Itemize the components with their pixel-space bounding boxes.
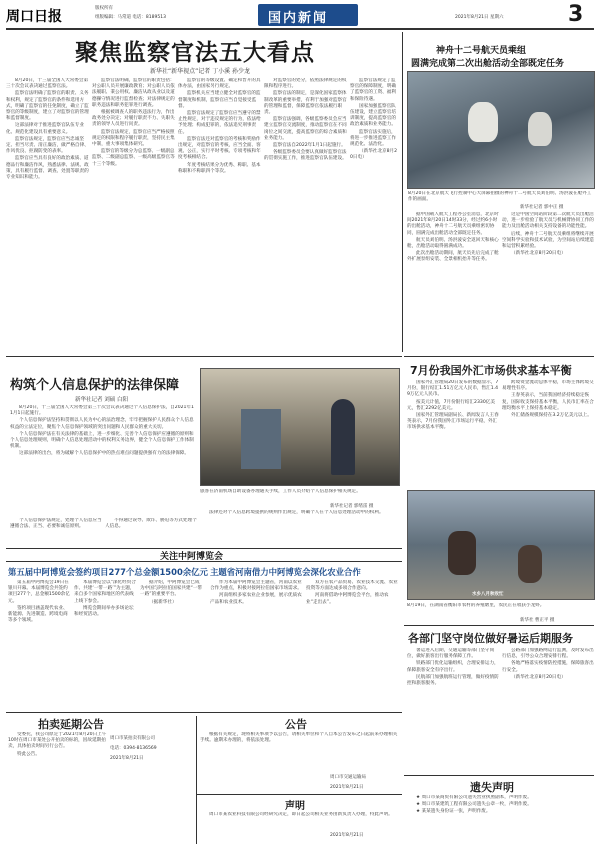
zhongbo-col1-headline: 第五届中阿博览会签约项目277个总金额1500余亿元 xyxy=(8,567,208,577)
auction-headline: 拍卖延期公告 xyxy=(38,718,104,731)
privacy-credit: 新华社记者 郭绪雷 摄 xyxy=(330,504,374,509)
statement-body: 周口市某农业科技有限公司经研究决定，即日起公司相关业务由新负责人办理，特此声明。 xyxy=(209,812,393,817)
zhongbo-body-4: 作为本届中阿博览会主题省，河南以农业合作为重点，积极对接阿拉伯国家市场需求。 河南组织多家农业企业参展，展示优质农产品和农业技术。 xyxy=(210,580,302,605)
crayfish-caption: 8月19日，在湖南省衡阳市农村的养殖塘里，农民正在收获小龙虾。 xyxy=(407,603,545,608)
farmer-figure xyxy=(448,531,476,575)
lead-byline: 新华社“新华视点”记者 丁小溪 孙少龙 xyxy=(150,68,251,75)
announce-body: 根据有关规定，现将相关事项予以公告，请相关单位和个人自本公告发布之日起前来办理相关手续。逾期未办理的，将依法处理。 xyxy=(200,732,398,744)
trade-top-rule xyxy=(404,356,594,357)
privacy-body-2: 不得通过误导、欺诈、胁迫等方式处理个人信息。 xyxy=(105,518,197,530)
shenzhou-caption: 8月20日在北京航天飞行控制中心大屏幕拍摄的神舟十二号航天员刘伯明、汤洪波在舱外工作的画面。 xyxy=(408,191,592,203)
lead-body-col1: 8月20日，十三届全国人大常委会第三十次会议表决通过监察官法。 监察官法明确了监察官的职责、义务和权利，规定了监察官的条件和选用方式，明确了监察官的任免制度，确立了监察官的等级制度，建立了对监察官的管理和监督制度。 这部法律对于推进监察官队伍专业化、规范化建设具有重要意义。 监察官法规定，监察官应当忠诚坚定、担当尽责、清正廉洁，做严格自律、作风优良、拒腐防变的表率。 监察官应当具有良好的政治素质、道德品行和廉洁作风，熟悉法律、法规、政策，具有履行监督、调查、处置等职责的专业知识和能力。 xyxy=(6,78,89,181)
person-shape xyxy=(331,399,355,475)
shenzhou-credit: 新华社记者 郭中正 摄 xyxy=(520,205,564,210)
privacy-caption: 旅客在济南机场自助设备办理通关手续，工作人员介绍个人信息保护相关规定。 xyxy=(200,489,361,494)
statement-date: 2021年8月21日 xyxy=(330,833,364,838)
edition-label: 版权所有 xyxy=(95,6,113,11)
section-title: 国内新闻 xyxy=(268,11,329,26)
farmer-figure-2 xyxy=(518,545,542,583)
notices-top-rule xyxy=(6,712,402,713)
lost-headline: 遗失声明 xyxy=(470,781,514,794)
privacy-byline: 新华社记者 刘硕 白阳 xyxy=(75,397,128,403)
shenzhou-title-2: 圆满完成第二次出舱活动全部既定任务 xyxy=(411,59,565,69)
lead-body-col5: 监察官法规定了监察官的保障制度，明确了监察官的工资、福利和保险待遇。 国家加强监察官队伍建设，建立监察官培训制度，提高监察官的政治素质和业务能力。 监察官法实施后，将进一步推进监察工作规范化、法治化。 （新华社北京8月20日电） xyxy=(350,78,398,161)
auction-tel: 电话：0394-8136569 xyxy=(110,746,157,751)
announce-headline: 公告 xyxy=(285,718,307,731)
announce-org: 周口市交通运输局 xyxy=(330,775,366,780)
posts-body-2: 公路部门加强路网运行监测，及时发布出行信息，引导公众合理安排行程。 各地严格落实疫情防控措施，保障旅客出行安全。 （新华社北京8月20日电） xyxy=(502,648,594,680)
zhongbo-body-2: 本届博览会以“深化经贸合作、共建‘一带一路’”为主题，来自多个国家和地区的代表线上线下参会。 博览会期间举办多场论坛和经贸活动。 xyxy=(74,580,136,618)
lead-source: （新华社北京8月20日电） xyxy=(350,149,398,161)
astronaut-figure xyxy=(468,102,498,142)
zhongbo-body-1: 第五届中阿博览会19日在银川开幕。本届博览会共签约项目277个，总金额1500余亿元。 签约项目涵盖现代农业、新能源、先进制造、跨境电商等多个领域。 xyxy=(8,580,70,624)
auction-date: 2021年8月21日 xyxy=(110,756,144,761)
lost-body: ★ 周口市某商贸有限公司遗失营业执照副本，声明作废。 ★ 周口市某建筑工程有限公司遗失公章一枚，声明作废。 ★ 某某遗失身份证一张，声明作废。 xyxy=(416,795,532,815)
auction-org: 周口市某拍卖有限公司 xyxy=(110,736,155,741)
posts-headline: 各部门坚守岗位做好暑运后期服务 xyxy=(408,632,573,645)
right-col-rule xyxy=(402,32,403,352)
shenzhou-title-1: 神舟十二号航天员乘组 xyxy=(436,46,527,56)
privacy-headline: 构筑个人信息保护的法律保障 xyxy=(10,378,180,393)
lead-body-col3: 监察官的等级设置、确定和晋升的具体办法，由国家另行规定。 监察机关应当建立健全对监察官的监督制度和机制，监察官应当自觉接受监督。 监察官法规定了监察官应当遵守的禁止性规定，对于违反规定的行为，依法给予处理；构成犯罪的，依法追究刑事责任。 监察官法还对监察官的考核和奖励作出规定，对监察官的考核，应当全面、客观、公正，实行平时考核、专项考核和年度考核相结合。 年度考核结果分为优秀、称职、基本称职和不称职四个等次。 xyxy=(178,78,261,174)
shenzhou-body-1: 据中国载人航天工程办公室消息，北京时间2021年8月20日14时33分，经过约6小时的出舱活动，神舟十二号航天员乘组密切协同，圆满完成出舱活动全部既定任务。 航天员刘伯明、汤洪波安全返回天和核心舱，出舱活动取得圆满成功。 此次出舱活动期间，航天员先后完成了舱外扩展泵组安装、全景相机抬升等任务。 xyxy=(407,212,499,263)
lost-top-rule xyxy=(404,775,594,776)
notices-vrule xyxy=(196,716,197,844)
privacy-body-1: 个人信息保护法规定，处理个人信息应当遵循合法、正当、必要和诚信原则。 xyxy=(10,518,102,530)
trade-headline: 7月份我国外汇市场供求基本平衡 xyxy=(410,364,572,377)
photo-label: 水乡八月秋收忙 xyxy=(472,592,504,597)
posts-body-1: 暑运进入后期，交通运输等部门坚守岗位，做好旅客出行服务保障工作。 铁路部门优化运输组织，合理安排运力，保障旅客安全有序出行。 民航部门加强航班运行管理，做好疫情防控和旅客服务。 xyxy=(407,648,499,687)
crayfish-photo xyxy=(407,490,595,600)
zhongbo-body-3: 据介绍，中阿博览会已成为中国与阿拉伯国家共建“一带一路”的重要平台。 （据新华社） xyxy=(140,580,203,605)
privacy-top-rule xyxy=(6,356,402,357)
zhongbo-col2-headline: 主题省河南借力中阿博览会深化农业合作 xyxy=(210,567,361,577)
shenzhou-body-2: 这是中国空间站阶段第二次航天员出舱活动，进一步检验了航天员与机械臂协同工作的能力及出舱活动相关支持设备的功能性能。 后续，神舟十二号航天员乘组将继续开展空间科学实验和技术试验，为空间站后续建造和运营积累经验。 （新华社北京8月20日电） xyxy=(502,212,594,257)
airport-photo xyxy=(200,368,400,486)
posts-top-rule xyxy=(404,625,594,626)
auction-body: 受委托，我公司原定于2021年8月20日上午10时在周口市某处公开拍卖的标的，因故延期拍卖，具体拍卖时间另行公告。 特此公告。 xyxy=(8,732,107,757)
spacewalk-photo xyxy=(407,71,595,189)
announce-date: 2021年8月21日 xyxy=(330,785,364,790)
trade-body-2: 跨境资金流动总体平稳，市场主体跨境交易理性有序。 王春英表示，当前我国经济持续稳定恢复，国际收支保持基本平衡，人民币汇率在合理均衡水平上保持基本稳定。 外汇储备规模保持在3.2万亿美元以上。 xyxy=(502,380,594,419)
shenzhou-source: （新华社北京8月20日电） xyxy=(511,251,566,257)
issue-date: 2021年8月21日 星期六 xyxy=(455,15,504,20)
masthead-rule xyxy=(6,28,594,30)
zhongbo-body-5: 双方在农产品贸易、农业技术交流、农业投资等方面达成多项合作意向。 河南将借助中阿博览会平台，推动农业“走出去”。 xyxy=(306,580,398,605)
zhongbo-source: （据新华社） xyxy=(149,599,177,605)
editor-info: 组版编辑：马常道 电话：8189513 xyxy=(95,15,166,20)
trade-body-1: 国家外汇管理局20日发布的数据显示，7月份，银行结汇1.51万亿元人民币，售汇1.49万亿元人民币。 按美元计值，7月份银行结汇2330亿美元，售汇2292亿美元。 国家外汇管理局副局长、新闻发言人王春英表示，7月份我国外汇市场运行平稳，外汇市场供求基本平衡。 xyxy=(407,380,499,431)
kiosk-shape xyxy=(241,409,281,469)
lead-body-col4: 对监察官的处分，依照法律规定的权限和程序进行。 监察官法的制定，是深化国家监察体制改革的重要举措，有利于加强对监察官的管理和监督，保障监察官依法履行职责。 监察官法强调，各级监察委员会应当建立监察官交流制度，推动监察官在不同岗位之间交流，提高监察官的综合素质和业务能力。 监察官法自2022年1月1日起施行。 各级监察委员会要认真做好监察官法的贯彻实施工作，推进监察官队伍建设。 xyxy=(264,78,347,162)
privacy-intro: 8月20日，十三届全国人大常委会第三十次会议表决通过个人信息保护法，自2021年11月1日起施行。 个人信息保护法坚持和贯彻以人民为中心的法治理念，牢牢把握保护人民群众个人信息权益的立法定位，聚焦个人信息保护领域的突出问题和人民群众的重大关切。 个人信息保护法在有关法律的基础上，进一步细化、完善个人信息保护应遵循的原则和个人信息处理规则，明确个人信息处理活动中的权利义务边界，健全个人信息保护工作体制机制。 这部法律的出台，将为破解个人信息保护中的热点难点问题提供强有力的法律保障。 xyxy=(10,405,194,457)
statement-headline: 声明 xyxy=(285,801,305,812)
zhongbo-banner: 关注中阿博览会 xyxy=(160,552,224,562)
statement-top-rule xyxy=(197,794,402,795)
posts-source: （新华社北京8月20日电） xyxy=(511,674,566,680)
crayfish-credit: 新华社 曹正平 摄 xyxy=(520,618,555,623)
lead-headline: 聚焦监察官法五大看点 xyxy=(75,39,315,66)
astronaut-figure-2 xyxy=(528,112,552,146)
page-number: 3 xyxy=(568,2,584,27)
lead-body-col2: 监察官法明确，监察官的职责包括：对公职人员开展廉政教育；对公职人员依法履职、秉公用权、廉洁从政从业以及道德操守情况进行监督检查；对法律规定的职务违法和职务犯罪进行调查。 根据被调查人的职务违法行为，作出政务处分决定；对履行职责不力、失职失责的领导人员进行问责。 监察官法规定，监察官应当严格按照规定的权限和程序履行职责，坚持民主集中制，重大事项集体研究。 监察官的等级分为总监察、一级副总监察、二级副总监察、一级高级监察官等十三个等级。 xyxy=(92,78,175,167)
privacy-body-3: 法律还对个人信息跨境提供的规则作出规定，明确个人在个人信息处理活动中的权利。 xyxy=(209,510,384,515)
newspaper-logo: 周口日报 xyxy=(6,9,62,25)
